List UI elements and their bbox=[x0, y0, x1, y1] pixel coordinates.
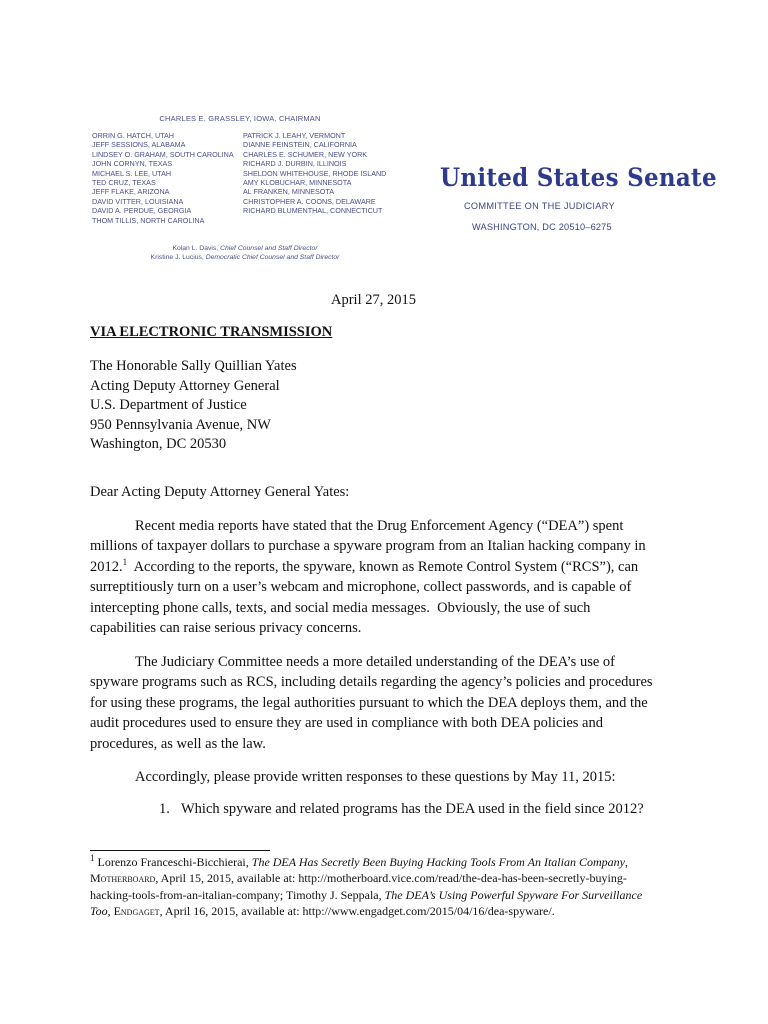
article-title-cont: Too bbox=[90, 904, 108, 919]
article-title: The DEA Has Secretly Been Buying Hacking Tools From An Italian Company bbox=[251, 855, 625, 869]
publication-name: Endgaget bbox=[113, 904, 160, 919]
text-span: According to the reports, the spyware, known as Remote Control System (“RCS”), can bbox=[127, 558, 639, 575]
minority-members bbox=[243, 131, 386, 216]
question-number: 1. bbox=[159, 801, 170, 817]
member-name: TED CRUZ, TEXAS bbox=[92, 178, 156, 188]
addressee-line: The Honorable Sally Quillian Yates bbox=[90, 358, 297, 374]
majority-members bbox=[92, 131, 234, 225]
staff-directors bbox=[120, 244, 370, 262]
member-name: MICHAEL S. LEE, UTAH bbox=[92, 168, 172, 178]
text-span: , April 16, 2015, available at: http://www.engadget.com/2015/04/16/dea-spyware/. bbox=[159, 904, 555, 919]
text-span: Lorenzo Franceschi-Bicchierai, bbox=[94, 855, 252, 869]
salutation: Dear Acting Deputy Attorney General Yates: bbox=[90, 484, 350, 500]
paragraph-1 bbox=[90, 516, 680, 638]
paragraph-line: for using these programs, the legal authorities pursuant to which the DEA deploys them, and the bbox=[90, 694, 648, 711]
paragraph-line: surreptitiously turn on a user’s webcam and microphone, collect passwords, and is capable of bbox=[90, 579, 632, 596]
staff-line bbox=[120, 244, 370, 253]
member-name: DAVID VITTER, LOUISIANA bbox=[92, 196, 184, 206]
paragraph-line: Recent media reports have stated that the Drug Enforcement Agency (“DEA”) spent bbox=[135, 518, 624, 534]
member-name: CHRISTOPHER A. COONS, DELAWARE bbox=[243, 196, 376, 206]
text-span: hacking-tools-from-an-italian-company; Timothy J. Seppala, bbox=[90, 887, 385, 902]
footnote-ref: 1 bbox=[122, 556, 128, 567]
staff-name: Kolan L. Davis, bbox=[172, 245, 219, 252]
member-name: JEFF SESSIONS, ALABAMA bbox=[92, 140, 186, 150]
footnote-line: $^1$ Lorenzo Franceschi-Bicchierai, The DEA Has Secretly Been Buying Hacking Tools From An Italian Company, bbox=[90, 853, 628, 869]
member-name: PATRICK J. LEAHY, VERMONT bbox=[243, 131, 346, 140]
paragraph-line bbox=[90, 557, 680, 577]
paragraph-line: millions of taxpayer dollars to purchase a spyware program from an Italian hacking company in bbox=[90, 538, 646, 555]
footnote-marker: 1 bbox=[90, 853, 95, 863]
paragraph-2 bbox=[90, 652, 680, 754]
member-name: SHELDON WHITEHOUSE, RHODE ISLAND bbox=[243, 168, 387, 178]
member-name: RICHARD BLUMENTHAL, CONNECTICUT bbox=[243, 206, 383, 216]
letter-date: April 27, 2015 bbox=[331, 292, 416, 308]
paragraph-line: Accordingly, please provide written responses to these questions by May 11, 2015: bbox=[135, 769, 616, 785]
member-name: THOM TILLIS, NORTH CAROLINA bbox=[92, 215, 205, 225]
transmission-method: VIA ELECTRONIC TRANSMISSION bbox=[90, 324, 333, 340]
text-span: 2012. bbox=[90, 558, 123, 575]
paragraph-line: procedures, as well as the law. bbox=[90, 735, 266, 752]
member-name: LINDSEY O. GRAHAM, SOUTH CAROLINA bbox=[92, 149, 234, 159]
question-item bbox=[159, 801, 644, 818]
addressee-block bbox=[90, 357, 297, 455]
member-name: JOHN CORNYN, TEXAS bbox=[92, 159, 173, 169]
staff-name: Kristine J. Lucius, bbox=[150, 254, 204, 262]
publication-name: Motherboard bbox=[90, 871, 156, 886]
paragraph-3 bbox=[90, 767, 680, 787]
member-name: AL FRANKEN, MINNESOTA bbox=[243, 187, 335, 197]
senate-logo-text: United States Senate bbox=[440, 163, 717, 192]
paragraph-line: The Judiciary Committee needs a more detailed understanding of the DEA’s use of bbox=[135, 654, 615, 670]
footnote-line bbox=[90, 887, 680, 903]
footnote-separator bbox=[90, 850, 270, 851]
footnote bbox=[90, 854, 680, 920]
staff-title: Chief Counsel and Staff Director bbox=[220, 245, 318, 252]
staff-line bbox=[120, 253, 370, 262]
member-name: RICHARD J. DURBIN, ILLINOIS bbox=[243, 159, 347, 169]
member-name: JEFF FLAKE, ARIZONA bbox=[92, 187, 170, 197]
footnote-line bbox=[90, 870, 680, 886]
paragraph-line: audit procedures used to ensure they are used in compliance with both DEA policies and bbox=[90, 715, 603, 732]
paragraph-line: intercepting phone calls, texts, and social media messages. Obviously, the use of such bbox=[90, 599, 591, 616]
paragraph-line: spyware programs such as RCS, including details regarding the agency’s policies and procedures bbox=[90, 674, 653, 691]
footnote-line: Too, Endgaget, April 16, 2015, available at: http://www.engadget.com/2015/04/16/dea-spyware/. bbox=[90, 904, 555, 919]
addressee-line: 950 Pennsylvania Avenue, NW bbox=[90, 416, 271, 433]
committee-address: WASHINGTON, DC 20510–6275 bbox=[472, 222, 612, 232]
staff-title: Democratic Chief Counsel and Staff Director bbox=[205, 254, 340, 262]
paragraph-line: capabilities can raise serious privacy concerns. bbox=[90, 620, 362, 637]
member-name: DIANNE FEINSTEIN, CALIFORNIA bbox=[243, 140, 357, 150]
article-title: The DEA’s Using Powerful Spyware For Surveillance bbox=[384, 887, 643, 902]
member-name: DAVID A. PERDUE, GEORGIA bbox=[92, 206, 192, 216]
addressee-line: U.S. Department of Justice bbox=[90, 397, 247, 414]
committee-name: COMMITTEE ON THE JUDICIARY bbox=[464, 201, 615, 211]
member-name: CHARLES E. SCHUMER, NEW YORK bbox=[243, 149, 368, 159]
text-span: , April 15, 2015, available at: http://motherboard.vice.com/read/the-dea-has-been-secretly-buying- bbox=[155, 871, 627, 886]
chairman-line: CHARLES E. GRASSLEY, IOWA, CHAIRMAN bbox=[159, 114, 321, 123]
addressee-line: Acting Deputy Attorney General bbox=[90, 377, 280, 394]
addressee-line: Washington, DC 20530 bbox=[90, 436, 227, 453]
question-text: Which spyware and related programs has the DEA used in the field since 2012? bbox=[181, 801, 644, 817]
member-name: AMY KLOBUCHAR, MINNESOTA bbox=[243, 178, 352, 188]
member-name: ORRIN G. HATCH, UTAH bbox=[92, 131, 174, 140]
